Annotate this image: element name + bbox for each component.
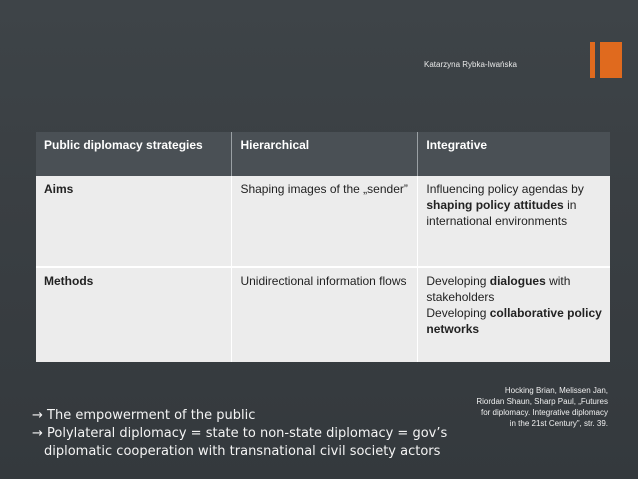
bullet-list bbox=[32, 407, 447, 461]
methods-integrative-emphasis-2: collaborative policy networks bbox=[426, 306, 602, 336]
bullet-item-1 bbox=[32, 407, 447, 425]
citation-line-2: Riordan Shaun, Sharp Paul, „Futures bbox=[476, 397, 608, 406]
methods-integrative-text-2: with stakeholders bbox=[426, 274, 571, 304]
methods-integrative-text-1: Developing bbox=[426, 274, 490, 288]
header-strategies: Public diplomacy strategies bbox=[36, 132, 232, 176]
header-integrative: Integrative bbox=[418, 132, 610, 176]
strategies-table bbox=[36, 132, 610, 362]
aims-integrative-text-1: Influencing policy agendas by bbox=[426, 182, 584, 196]
citation-line-4: in the 21st Century”, str. 39. bbox=[509, 419, 608, 428]
citation-line-3: for diplomacy. Integrative diplomacy bbox=[480, 408, 608, 417]
arrow-right-icon: → bbox=[32, 426, 43, 441]
aims-integrative bbox=[418, 176, 610, 267]
table-row-aims bbox=[36, 176, 610, 267]
bullet-text-2: Polylateral diplomacy = state to non-state diplomacy = gov’s bbox=[42, 426, 448, 441]
methods-hierarchical: Unidirectional information flows bbox=[232, 267, 418, 362]
header-hierarchical: Hierarchical bbox=[232, 132, 418, 176]
bullet-item-2-continued: diplomatic cooperation with transnational civil society actors bbox=[44, 444, 441, 459]
methods-integrative-emphasis-1: dialogues bbox=[489, 274, 546, 288]
aims-integrative-text-2: in international environments bbox=[426, 198, 577, 228]
aims-integrative-emphasis: shaping policy attitudes bbox=[426, 198, 564, 212]
author-name: Katarzyna Rybka-Iwańska bbox=[424, 60, 517, 69]
accent-bar-thin bbox=[590, 42, 595, 78]
methods-integrative-text-3: Developing bbox=[426, 306, 490, 320]
table-header-row bbox=[36, 132, 610, 176]
row-label-methods: Methods bbox=[36, 267, 232, 362]
bullet-text-1: The empowerment of the public bbox=[42, 408, 256, 423]
row-label-aims: Aims bbox=[36, 176, 232, 267]
aims-hierarchical: Shaping images of the „sender” bbox=[232, 176, 418, 267]
citation-line-1: Hocking Brian, Melissen Jan, bbox=[504, 386, 608, 395]
accent-bar-thick bbox=[600, 42, 622, 78]
arrow-right-icon: → bbox=[32, 408, 43, 423]
methods-integrative bbox=[418, 267, 610, 362]
table-row-methods bbox=[36, 267, 610, 362]
bullet-item-2 bbox=[32, 425, 447, 443]
